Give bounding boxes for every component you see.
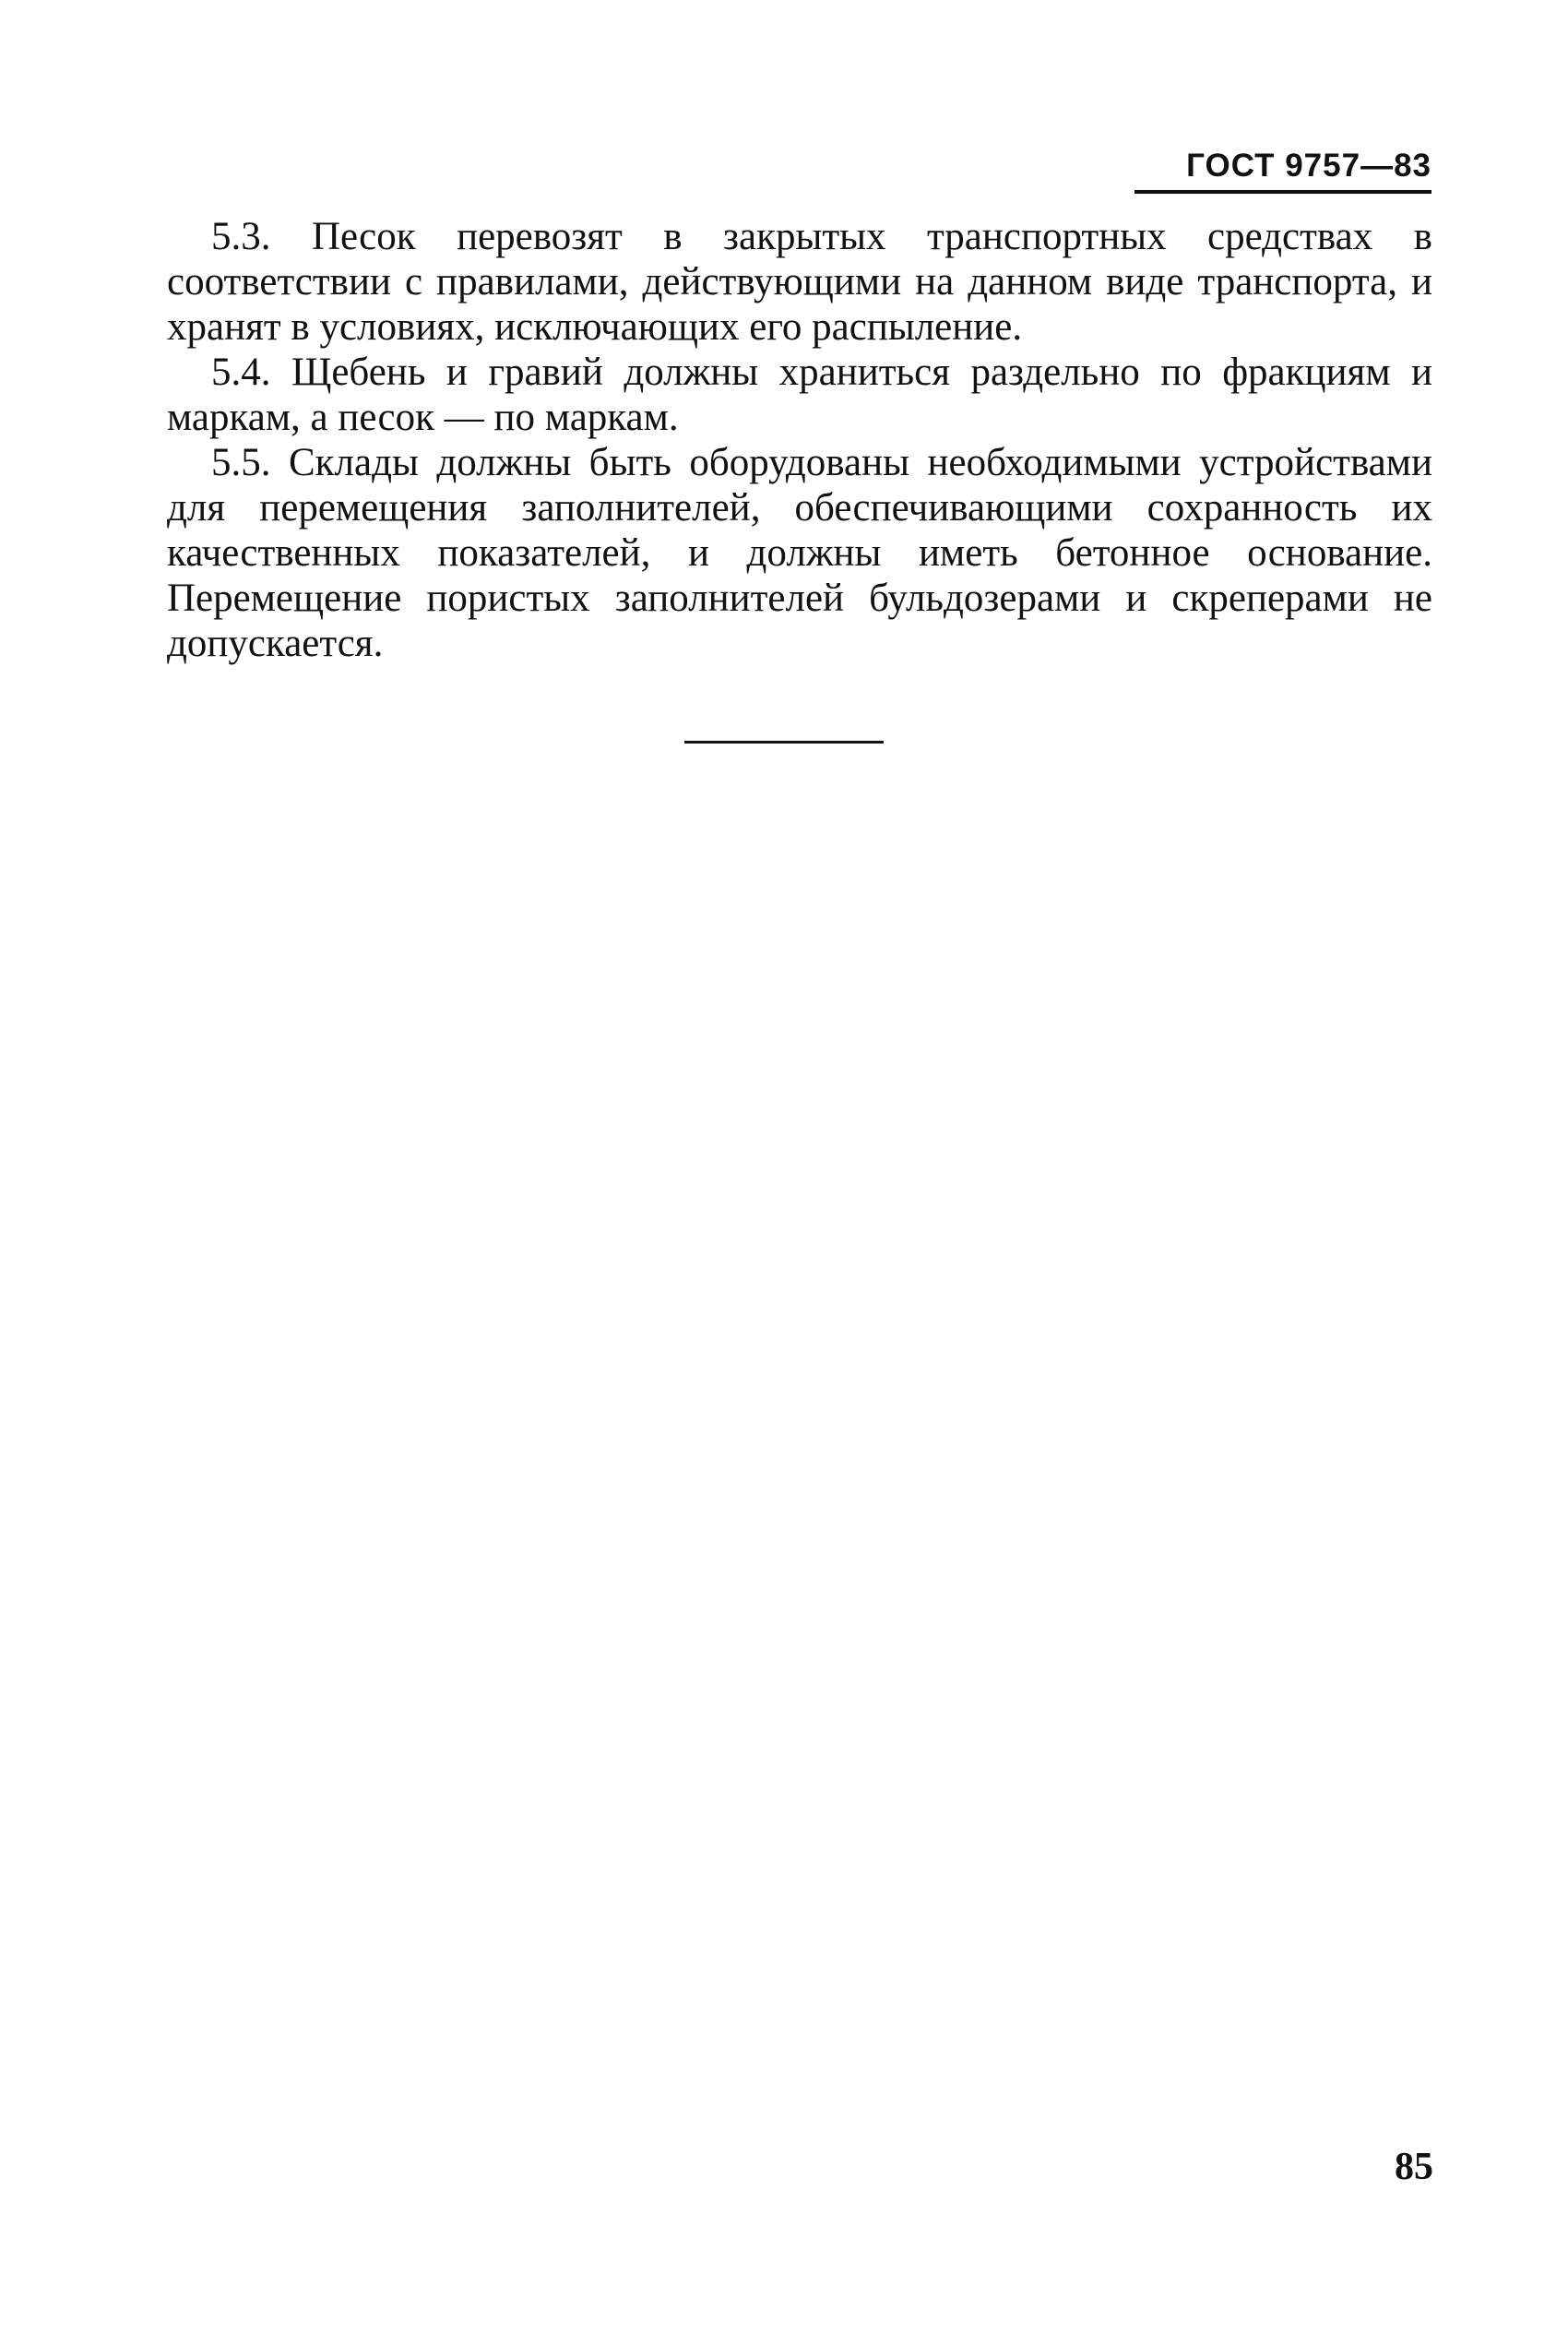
section-end-divider — [684, 741, 884, 744]
paragraph-5-5: 5.5. Склады должны быть оборудованы необходимыми устройствами для перемещения заполнителей, обеспечивающими сохранность их качественных показателей, и должны иметь бетонное основание. Перемещение пористых заполнителей бульдозерами и скреперами не допускается. — [167, 441, 1432, 665]
document-header: ГОСТ 9757—83 — [1186, 148, 1431, 184]
paragraph-5-4: 5.4. Щебень и гравий должны храниться раздельно по фракциям и маркам, а песок — по маркам. — [167, 351, 1432, 439]
document-body — [167, 214, 1432, 666]
paragraph-5-3: 5.3. Песок перевозят в закрытых транспортных средствах в соответствии с правилами, действующими на данном виде транспорта, и хранят в условиях, исключающих его распыление. — [167, 215, 1432, 349]
page-number: 85 — [1395, 2146, 1433, 2188]
header-underline — [1134, 190, 1431, 194]
